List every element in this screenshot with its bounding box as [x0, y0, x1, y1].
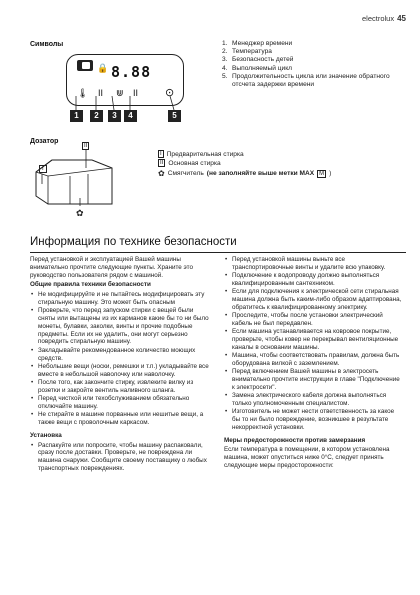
softener-flower-icon: ✿ [158, 169, 165, 178]
dispenser-line-softener: ✿ Смягчитель (не заполняйте выше метки MAX M ) [158, 169, 332, 178]
lock-icon: 🔒 [97, 63, 109, 73]
left-column [30, 256, 210, 473]
display-digits: 8.88 [111, 63, 152, 81]
compartment-i-label: I [39, 165, 47, 173]
frost-precautions-text: Если температура в помещении, в котором установлена машина, может опуститься ниже 0°С, следует принять следующие меры предосторожности: [224, 446, 390, 469]
list-item: • Машина, чтобы соответствовать правилам, должна быть оборудована вилкой с заземлением. [224, 352, 404, 368]
legend-item: 3. Безопасность детей [222, 56, 294, 64]
frost-precautions-heading: Меры предосторожности против замерзания [224, 436, 366, 444]
installation-list-continued [224, 256, 404, 432]
legend-item: 5. Продолжительность цикла или значение обратного отсчета задержки времени [222, 72, 390, 89]
thermometer-icon: 🌡 [77, 88, 89, 98]
display-ii-a: II [98, 88, 104, 98]
callout-5: 5 [168, 110, 181, 122]
list-item: • Небольшие вещи (носки, ремешки и т.п.) укладывайте все вместе в небольшой наволочку или наволочку. [30, 363, 210, 379]
list-item: • Замена электрического кабеля должна выполняться только уполномоченным специалистом. [224, 392, 404, 408]
display-ii-b: II [133, 88, 139, 98]
list-item: • Перед установкой машины выньте все транспортировочные винты и удалите всю упаковку. [224, 256, 404, 272]
list-item: • Подключение к водопроводу должно выполняться квалифицированным сантехником. [224, 272, 404, 288]
symbols-label: Символы [30, 41, 64, 48]
right-column [224, 256, 404, 472]
list-item: • Не модифицируйте и не пытайтесь модифицировать эту стиральную машину. Это может быть опасным [30, 291, 210, 307]
dispenser-line-prewash: I Предварительная стирка [160, 150, 244, 158]
spiral-icon: ⊙ [165, 87, 175, 99]
legend-item: 1. Менеджер времени [222, 40, 293, 47]
legend-item: 4. Выполняемый цикл [222, 64, 293, 72]
dispenser-label: Дозатор [30, 138, 59, 145]
section-title: Информация по технике безопасности [30, 236, 237, 248]
title-divider [30, 252, 406, 253]
list-item: • Распакуйте или попросите, чтобы машину распаковали, сразу после доставки. Проверьте, не повреждена ли машина снаружи. Сообщите своему поставщику о любых транспортных повреждениях. [30, 442, 210, 473]
general-rules-heading: Общие правила техники безопасности [30, 281, 151, 289]
compartment-ii-label: II [84, 143, 88, 149]
list-item: • Перед чисткой или техобслуживанием обязательно отключайте машину. [30, 395, 210, 411]
intro-paragraph: Перед установкой и эксплуатацией Вашей машины внимательно прочтите следующие пункты. Храните это руководство пользователя рядом с машиной. [30, 256, 193, 279]
callout-3: 3 [108, 110, 121, 122]
list-item: • Проверьте, что перед запуском стирки с вещей были сняты или вытащены из их карманов какие бы то ни было монеты, булавки, заколки, винты и прочие подобные предметы. Если их не удалить, они могут серьезно повредить стиральную машину. [30, 307, 210, 346]
list-item: • Закладывайте рекомендованное количество моющих средств. [30, 347, 210, 363]
page-number: 45 [397, 14, 406, 23]
general-rules-list [30, 291, 210, 427]
dispenser-line-mainwash: II Основная стирка [160, 159, 221, 167]
softener-flower-icon: ✿ [76, 208, 84, 218]
callout-1: 1 [70, 110, 83, 122]
list-item: • Если машина устанавливается на ковровое покрытие, проверьте, чтобы ковер не перекрывал вентиляционные каналы в основании машины. [224, 328, 404, 351]
tub-icon: ⋓ [116, 88, 124, 98]
list-item: • Изготовитель не может нести ответственность за какое бы то ни было повреждение, возникшее в результате некорректной установки. [224, 408, 404, 431]
legend-item: 2. Температура [222, 48, 272, 56]
list-item: • Проследите, чтобы после установки электрический кабель не был передавлен. [224, 312, 404, 328]
callout-4: 4 [124, 110, 137, 122]
list-item: • После того, как закончите стирку, извлеките вилку из розетки и закройте вентиль наливного шланга. [30, 379, 210, 395]
installation-heading: Установка [30, 431, 62, 439]
list-item: • Не стирайте в машине порванные или нешитые вещи, а также вещи с проволочным каркасом. [30, 411, 210, 427]
list-item: • Перед включением Вашей машины в электросеть внимательно прочтите инструкции в главе "Подключение к электросети". [224, 368, 404, 391]
installation-list [30, 442, 210, 473]
list-item: • Если для подключения к электрической сети стиральная машина должна быть каким-либо образом адаптирована, обратитесь к квалифицированному электрику. [224, 288, 404, 311]
brand-name: electrolux [361, 14, 395, 23]
callout-2: 2 [90, 110, 103, 122]
